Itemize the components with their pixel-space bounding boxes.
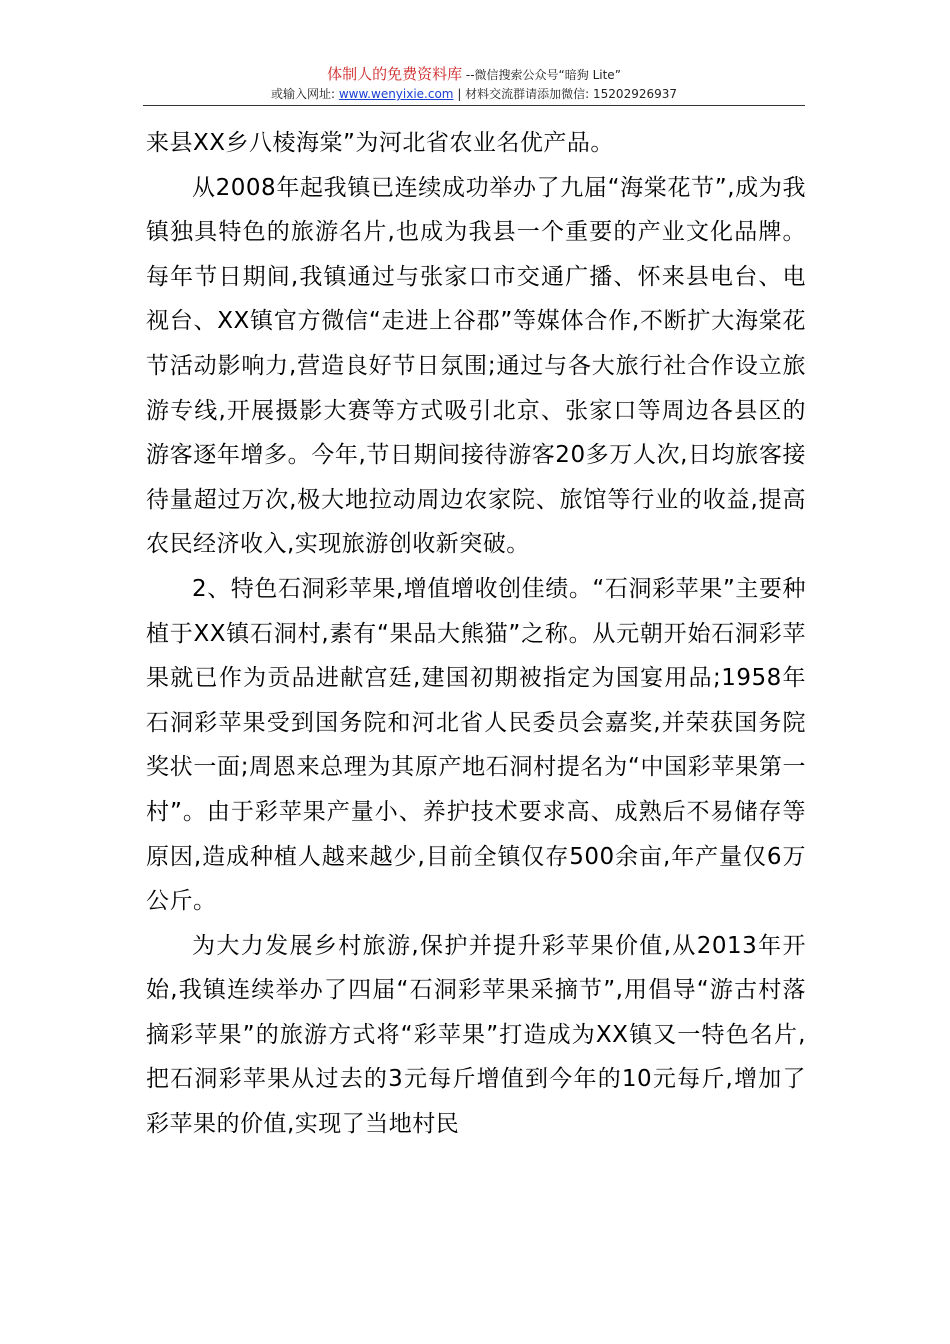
- document-body: [146, 121, 806, 1147]
- header-divider: [143, 105, 805, 106]
- header-brand: 体制人的免费资料库: [327, 65, 463, 83]
- paragraph-continuation: 来县XX乡八棱海棠”为河北省农业名优产品。: [146, 130, 614, 156]
- header-url-prefix: 或输入网址:: [270, 87, 339, 101]
- header-url-link[interactable]: www.wenyixie.com: [338, 87, 454, 101]
- page-header: [143, 64, 805, 103]
- paragraph-shidong-apple: 2、特色石洞彩苹果,增值增收创佳绩。“石洞彩苹果”主要种植于XX镇石洞村,素有“果品大熊猫”之称。从元朝开始石洞彩苹果就已作为贡品进献宫廷,建国初期被指定为国宴用品;1958年石洞彩苹果受到国务院和河北省人民委员会嘉奖,并荣获国务院奖状一面;周恩来总理为其原产地石洞村提名为“中国彩苹果第一村”。由于彩苹果产量小、养护技术要求高、成熟后不易储存等原因,造成种植人越来越少,目前全镇仅存500余亩,年产量仅6万公斤。: [146, 575, 806, 915]
- header-contact-line: [143, 85, 805, 103]
- paragraph-rural-tourism: 为大力发展乡村旅游,保护并提升彩苹果价值,从2013年开始,我镇连续举办了四届“石洞彩苹果采摘节”,用倡导“游古村落摘彩苹果”的旅游方式将“彩苹果”打造成为XX镇又一特色名片,把石洞彩苹果从过去的3元每斤增值到今年的10元每斤,增加了彩苹果的价值,实现了当地村民: [146, 932, 806, 1138]
- header-title-line: [143, 64, 805, 85]
- header-wechat-note: --微信搜索公众号“暗狗 Lite”: [462, 68, 621, 82]
- paragraph-haitang-festival: 从2008年起我镇已连续成功举办了九届“海棠花节”,成为我镇独具特色的旅游名片,也成为我县一个重要的产业文化品牌。每年节日期间,我镇通过与张家口市交通广播、怀来县电台、电视台、XX镇官方微信“走进上谷郡”等媒体合作,不断扩大海棠花节活动影响力,营造良好节日氛围;通过与各大旅行社合作设立旅游专线,开展摄影大赛等方式吸引北京、张家口等周边各县区的游客逐年增多。今年,节日期间接待游客20多万人次,日均旅客接待量超过万次,极大地拉动周边农家院、旅馆等行业的收益,提高农民经济收入,实现旅游创收新突破。: [146, 174, 806, 558]
- header-contact: | 材料交流群请添加微信: 15202926937: [453, 87, 678, 101]
